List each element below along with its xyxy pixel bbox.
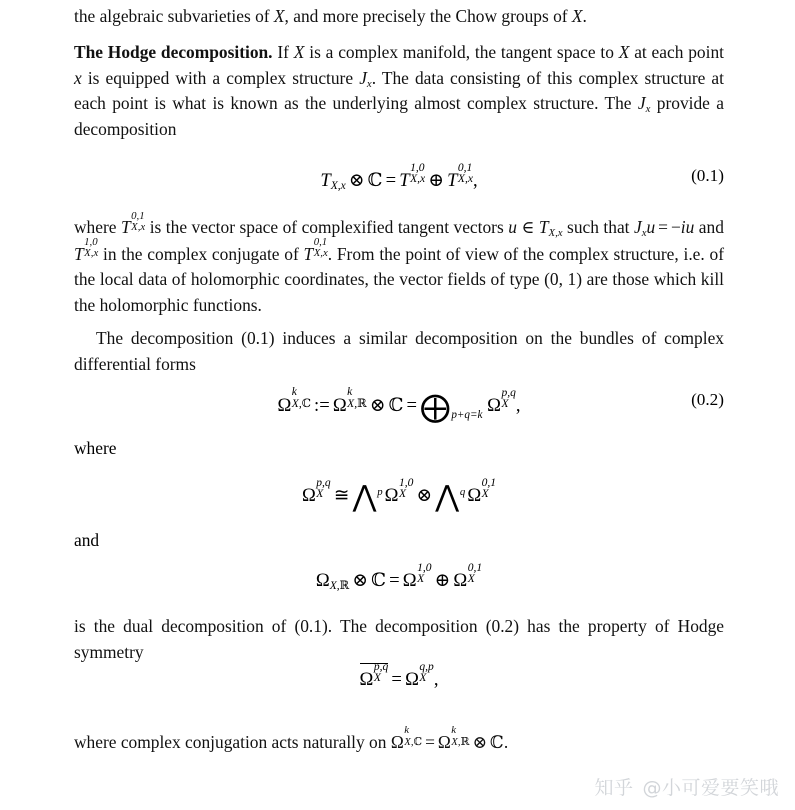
zhihu-logo-text: 知乎 <box>594 777 634 799</box>
math-u: u <box>685 216 695 237</box>
math-index-pair <box>399 478 413 502</box>
paragraph-decomposition-induces <box>74 326 724 377</box>
text-period: . <box>582 6 587 26</box>
text-fragment: such that <box>567 216 630 237</box>
math-index-pair <box>417 563 431 587</box>
math-index-pair <box>347 387 367 412</box>
math-index-pair <box>458 163 473 187</box>
math-operator-tensor: ⊗ <box>472 731 488 752</box>
math-T01Xx <box>120 209 146 237</box>
math-blackboard-C: ℂ <box>371 569 386 591</box>
math-superscript-k: k <box>404 723 410 736</box>
math-T: T <box>538 216 549 237</box>
equation-omega-dual-decomposition <box>74 561 724 592</box>
math-subscript-X: X <box>373 672 381 685</box>
connector-text: where <box>74 438 117 458</box>
watermark-username: @小可爱要笑哦 <box>642 777 779 799</box>
math-superscript-01: 0,1 <box>131 209 145 222</box>
math-Omega: Ω <box>437 731 451 752</box>
math-subscript-X: X <box>316 488 324 501</box>
connector-and <box>74 530 99 551</box>
watermark <box>594 773 779 800</box>
math-operator-oplus: ⊕ <box>428 169 444 191</box>
math-index-pair <box>468 563 482 587</box>
math-superscript-q: q <box>459 485 466 498</box>
math-subscript-x: x <box>645 103 651 116</box>
math-comma: , <box>433 668 439 690</box>
math-operator-tensor: ⊗ <box>348 169 365 191</box>
math-Omega: Ω <box>402 569 417 591</box>
math-operator-equals: = <box>406 394 418 416</box>
math-operator-bigwedge: ⋀ <box>435 480 459 513</box>
math-Omega: Ω <box>332 394 347 416</box>
math-subscript-X: X <box>398 488 406 501</box>
math-index-pair <box>419 662 433 686</box>
math-index-pair <box>451 725 469 748</box>
math-symbol-u: u <box>508 216 517 237</box>
math-T: T <box>120 216 131 237</box>
math-superscript-k: k <box>291 385 297 398</box>
text-fragment: is the vector space of complexified tangent vectors <box>149 216 504 237</box>
equation-omega-dual-body <box>315 561 483 592</box>
math-TXx <box>539 217 563 237</box>
math-T01Xx <box>303 236 328 264</box>
paragraph-vector-space-description <box>74 209 724 318</box>
math-subscript-XR: X,ℝ <box>347 396 367 411</box>
text-fragment: is a complex manifold, the tangent space to <box>309 42 614 62</box>
math-T10Xx <box>74 236 99 264</box>
math-operator-assign: := <box>314 394 330 416</box>
math-symbol-X: X <box>571 6 583 26</box>
math-subscript-Xx: X,x <box>457 173 473 186</box>
equation-number-0-1: (0.1) <box>691 166 724 185</box>
math-index-pair <box>314 237 328 259</box>
math-superscript-10: 1,0 <box>84 236 98 249</box>
math-subscript-X: X <box>417 573 425 586</box>
math-operator-tensor: ⊗ <box>352 569 368 591</box>
math-blackboard-C: ℂ <box>367 169 383 191</box>
text-fragment: and <box>698 216 724 237</box>
math-superscript-pq: p,q <box>316 476 331 489</box>
math-subscript-Xx: X,x <box>84 247 99 260</box>
math-subscript-X: X <box>481 488 489 501</box>
math-subscript-XR: X,ℝ <box>329 577 350 592</box>
math-superscript-pq: p,q <box>501 386 516 399</box>
math-operator-cong: ≅ <box>333 484 350 506</box>
math-operator-equals: = <box>391 668 402 690</box>
math-J: J <box>637 93 646 114</box>
math-symbol-Jx <box>359 68 372 88</box>
math-J: J <box>359 67 367 88</box>
math-symbol-x: x <box>74 67 82 88</box>
math-superscript-qp: q,p <box>419 660 434 673</box>
math-operator-equals: = <box>389 569 400 591</box>
math-superscript-pq: p,q <box>373 660 389 673</box>
math-superscript-10: 1,0 <box>417 561 432 574</box>
equation-hodge-symmetry <box>74 660 724 691</box>
text-fragment: provide a decomposition <box>74 93 724 139</box>
math-superscript-01: 0,1 <box>457 161 473 174</box>
math-Omega: Ω <box>405 668 419 690</box>
math-subscript-x: x <box>366 77 372 90</box>
connector-where <box>74 438 116 459</box>
math-Omega: Ω <box>315 569 330 591</box>
math-operator-minus: − <box>670 216 681 237</box>
math-index-pair <box>482 478 496 502</box>
paragraph-hodge-decomposition <box>74 40 724 142</box>
math-superscript-10: 1,0 <box>410 161 425 174</box>
math-comma: , <box>515 394 521 416</box>
paragraph-dual-decomposition <box>74 614 724 665</box>
math-J: J <box>634 216 642 237</box>
math-subscript-XR: X,ℝ <box>451 734 470 748</box>
math-superscript-01: 0,1 <box>467 561 483 574</box>
text-fragment: at each point <box>634 42 724 62</box>
text-fragment: . From the point of view of the complex structure, i.e. of the local data of holomorphic coordinates, the vector fields of type (0, 1) are those which kill the holomorphic functions. <box>74 243 724 315</box>
text-fragment: If <box>277 42 289 62</box>
math-Omega: Ω <box>453 569 468 591</box>
math-operator-oplus: ⊕ <box>434 569 451 591</box>
equation-0-1 <box>74 161 724 192</box>
math-superscript-01: 0,1 <box>481 476 497 489</box>
math-T: T <box>399 169 410 191</box>
math-Omega: Ω <box>301 484 316 506</box>
math-operator-bigoplus: ⨁ <box>420 390 451 425</box>
equation-omega-pq-wedge <box>74 476 724 513</box>
math-blackboard-R: ℝ <box>357 396 367 411</box>
math-Jxu-equation <box>634 217 694 237</box>
equation-number-0-2: (0.2) <box>691 390 724 409</box>
math-subscript-Xx: X,x <box>548 227 563 239</box>
equation-0-2 <box>74 385 724 425</box>
connector-text: and <box>74 530 100 550</box>
math-superscript-k: k <box>451 723 457 736</box>
text-fragment: where <box>74 216 117 237</box>
math-i: i <box>680 216 686 237</box>
math-superscript-p: p <box>377 485 383 498</box>
runin-heading-hodge-decomposition: The Hodge decomposition. <box>74 42 273 62</box>
math-symbol-X: X <box>618 42 630 62</box>
equation-0-1-body <box>320 161 478 192</box>
math-index-pair <box>374 662 388 686</box>
math-subscript-X: X <box>501 398 509 411</box>
text-fragment: is equipped with a complex structure <box>87 67 354 88</box>
paragraph-chow-groups <box>74 4 724 30</box>
text-fragment: , and more precisely the Chow groups of <box>284 6 568 26</box>
math-subscript-X: X <box>419 672 427 685</box>
text-fragment: . The data consisting of this complex structure at each point is what is known as the underlying almost complex structure. The <box>74 67 724 114</box>
math-blackboard-C: ℂ <box>388 394 404 416</box>
math-Omega: Ω <box>384 484 399 506</box>
math-T: T <box>320 169 331 191</box>
math-subscript-Xx: X,x <box>330 179 346 192</box>
math-subscript-Xx: X,x <box>410 173 426 186</box>
text-fragment: where complex conjugation acts naturally on <box>74 731 387 752</box>
math-subscript-XC: X,ℂ <box>404 734 423 748</box>
math-index-pair <box>292 387 311 412</box>
paragraph-complex-conjugation <box>74 723 724 757</box>
math-index-pair <box>410 163 425 187</box>
text-fragment: in the complex conjugate of <box>102 243 299 264</box>
math-index-pair <box>501 388 515 412</box>
text-fragment: the algebraic subvarieties of <box>74 6 270 26</box>
math-operator-equals: = <box>658 216 668 237</box>
math-symbol-X: X <box>293 42 305 62</box>
math-superscript-01: 0,1 <box>313 236 328 249</box>
paragraph-text: The decomposition (0.1) induces a similar decomposition on the bundles of complex differential forms <box>74 328 724 374</box>
math-blackboard-C: ℂ <box>301 396 311 411</box>
math-subscript-x: x <box>641 227 647 239</box>
math-symbol-Jx <box>637 93 651 116</box>
math-T: T <box>74 243 84 264</box>
math-symbol-X: X <box>273 6 285 26</box>
math-operator-equals: = <box>425 731 435 752</box>
equation-hodge-symmetry-body <box>359 660 439 690</box>
math-T: T <box>447 169 458 191</box>
paragraph-text: is the dual decomposition of (0.1). The decomposition (0.2) has the property of Hodge symmetry <box>74 616 724 662</box>
math-Omega: Ω <box>390 731 404 752</box>
math-index-pair <box>131 211 145 233</box>
math-operator-equals: = <box>385 169 397 191</box>
math-blackboard-C: ℂ <box>489 732 504 753</box>
math-operator-tensor: ⊗ <box>416 484 433 506</box>
math-index-pair <box>316 478 330 502</box>
math-operator-bigwedge: ⋀ <box>352 480 377 513</box>
math-subscript-pqk: p+q=k <box>451 408 483 421</box>
math-overline-conjugate <box>359 660 389 691</box>
math-blackboard-R: ℝ <box>460 734 470 748</box>
text-period: . <box>503 731 509 752</box>
equation-omega-pq-body <box>301 476 497 513</box>
math-Omega: Ω <box>359 668 374 690</box>
math-operator-tensor: ⊗ <box>369 394 386 416</box>
math-blackboard-C: ℂ <box>413 734 423 748</box>
math-subscript-XC: X,ℂ <box>291 396 311 411</box>
math-T: T <box>303 243 314 264</box>
math-subscript-X: X <box>467 573 475 586</box>
math-Omega: Ω <box>487 394 501 416</box>
math-index-pair <box>84 237 98 259</box>
math-operator-in: ∈ <box>521 216 535 237</box>
math-superscript-10: 1,0 <box>398 476 414 489</box>
math-index-pair <box>404 725 422 748</box>
math-Omega: Ω <box>277 394 292 416</box>
math-blackboard-R: ℝ <box>339 577 350 592</box>
math-omega-k-XC <box>390 723 504 753</box>
math-superscript-k: k <box>347 385 353 398</box>
math-comma: , <box>472 169 478 191</box>
equation-0-2-body <box>277 385 521 425</box>
math-subscript-Xx: X,x <box>313 247 328 260</box>
math-Omega: Ω <box>467 484 482 506</box>
math-u: u <box>646 216 656 237</box>
math-subscript-Xx: X,x <box>131 220 146 233</box>
